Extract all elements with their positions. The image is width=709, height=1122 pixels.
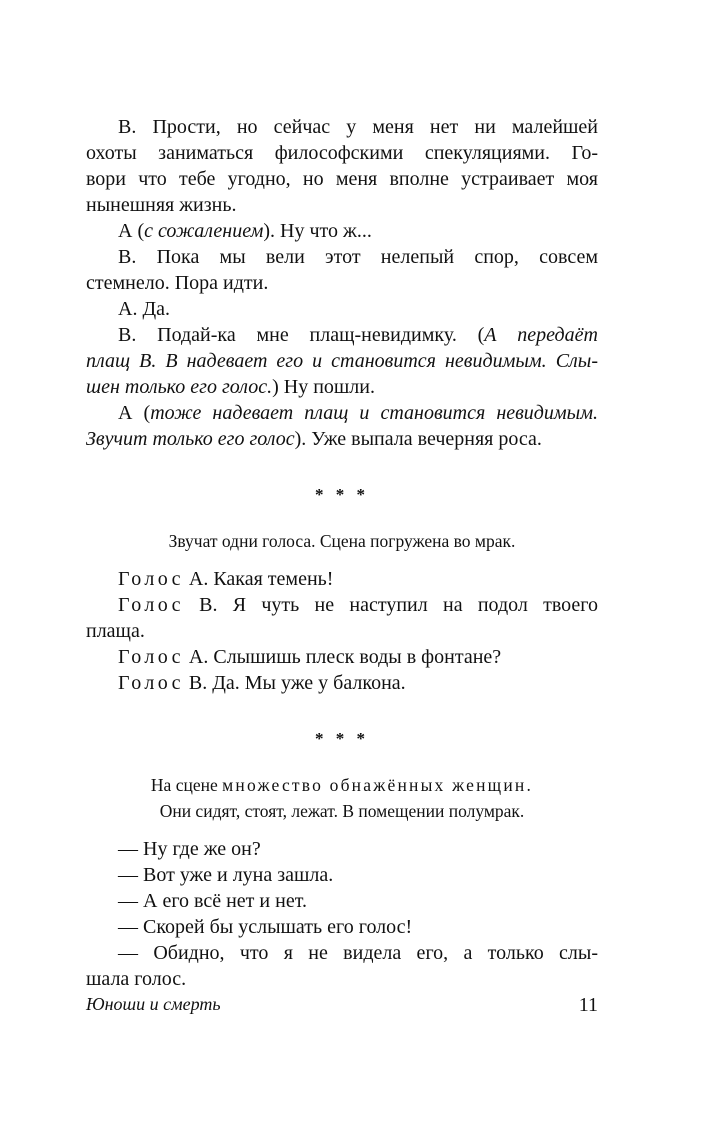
line: стемнело. Пора идти. <box>86 272 269 294</box>
voice-text: В. Я чуть не наступил на подол твоего <box>183 594 598 616</box>
stage-direction: шен только его голос. <box>86 376 273 398</box>
speech-text: ). Ну что ж... <box>263 220 372 242</box>
voice-line-end <box>86 618 598 644</box>
line: В. Пока мы вели этот нелепый спор, совсем <box>118 246 598 268</box>
paragraph-a-3 <box>86 400 598 426</box>
dialogue-line: — Обидно, что я не видела его, а только слы- <box>118 942 598 964</box>
stage-text: На сцене <box>150 775 223 795</box>
voice-line <box>86 644 598 670</box>
paragraph-b-1-end <box>86 192 598 218</box>
stage-text-spaced: множество обнажённых женщин. <box>222 775 534 795</box>
paragraph-a-2 <box>86 296 598 322</box>
paragraph-a-1 <box>86 218 598 244</box>
voice-label: Голос <box>118 646 184 668</box>
page-body <box>86 114 598 992</box>
line: А. Да. <box>118 298 170 320</box>
voice-line <box>86 592 598 618</box>
dialogue-line: — А его всё нет и нет. <box>118 890 307 912</box>
line: В. Прости, но сейчас у меня нет ни малейшей <box>118 116 598 138</box>
voice-text: А. Слышишь плеск воды в фонтане? <box>183 646 502 668</box>
voice-label: Голос <box>118 672 184 694</box>
dialogue-line: — Ну где же он? <box>118 838 261 860</box>
paragraph-b-2-end <box>86 270 598 296</box>
paragraph-b-2 <box>86 244 598 270</box>
stage-direction: с сожалением <box>144 220 264 242</box>
voice-text: А. Какая темень! <box>183 568 334 590</box>
stage-direction: тоже надевает плащ и становится невидимым. <box>150 402 598 424</box>
voice-label: Голос <box>118 568 184 590</box>
line: нынешняя жизнь. <box>86 194 237 216</box>
stage-direction: плащ В. В надевает его и становится невидимым. Слы- <box>86 350 598 372</box>
paragraph-a-3-end <box>86 426 598 452</box>
dialogue-line-end: шала голос. <box>86 968 187 990</box>
running-title: Юноши и смерть <box>86 994 221 1014</box>
stage-direction-block: Они сидят, стоят, лежат. В помещении полумрак. <box>159 801 525 821</box>
paragraph-b-1-cont <box>86 166 598 192</box>
speech-text: ) Ну пошли. <box>272 376 375 398</box>
paragraph-b-3 <box>86 322 598 348</box>
paragraph-b-3-cont <box>86 348 598 374</box>
section-separator: * * * <box>315 729 369 748</box>
line: охоты заниматься философскими спекуляциями. Го- <box>86 142 598 164</box>
speech-text: В. Подай-ка мне плащ-невидимку. ( <box>118 324 485 346</box>
speaker-text: А ( <box>118 220 145 242</box>
page-footer <box>86 994 598 1020</box>
section-separator: * * * <box>315 485 369 504</box>
speech-text: ). Уже выпала вечерняя роса. <box>294 428 542 450</box>
stage-direction-block: Звучат одни голоса. Сцена погружена во мрак. <box>168 531 516 551</box>
paragraph-b-1 <box>86 114 598 140</box>
speaker-text: А ( <box>118 402 151 424</box>
paragraph-b-1-cont <box>86 140 598 166</box>
voice-line <box>86 566 598 592</box>
voice-text: плаща. <box>86 620 145 642</box>
stage-direction: А передаёт <box>484 324 598 346</box>
paragraph-b-3-end <box>86 374 598 400</box>
page-number: 11 <box>578 994 598 1016</box>
line: вори что тебе угодно, но меня вполне устраивает моя <box>86 168 598 190</box>
dialogue-line: — Скорей бы услышать его голос! <box>118 916 413 938</box>
voice-line <box>86 670 598 696</box>
stage-direction: Звучит только его голос <box>86 428 295 450</box>
stage-direction-block <box>86 772 598 798</box>
dialogue-line: — Вот уже и луна зашла. <box>118 864 334 886</box>
voice-text: В. Да. Мы уже у балкона. <box>183 672 406 694</box>
voice-label: Голос <box>118 594 184 616</box>
